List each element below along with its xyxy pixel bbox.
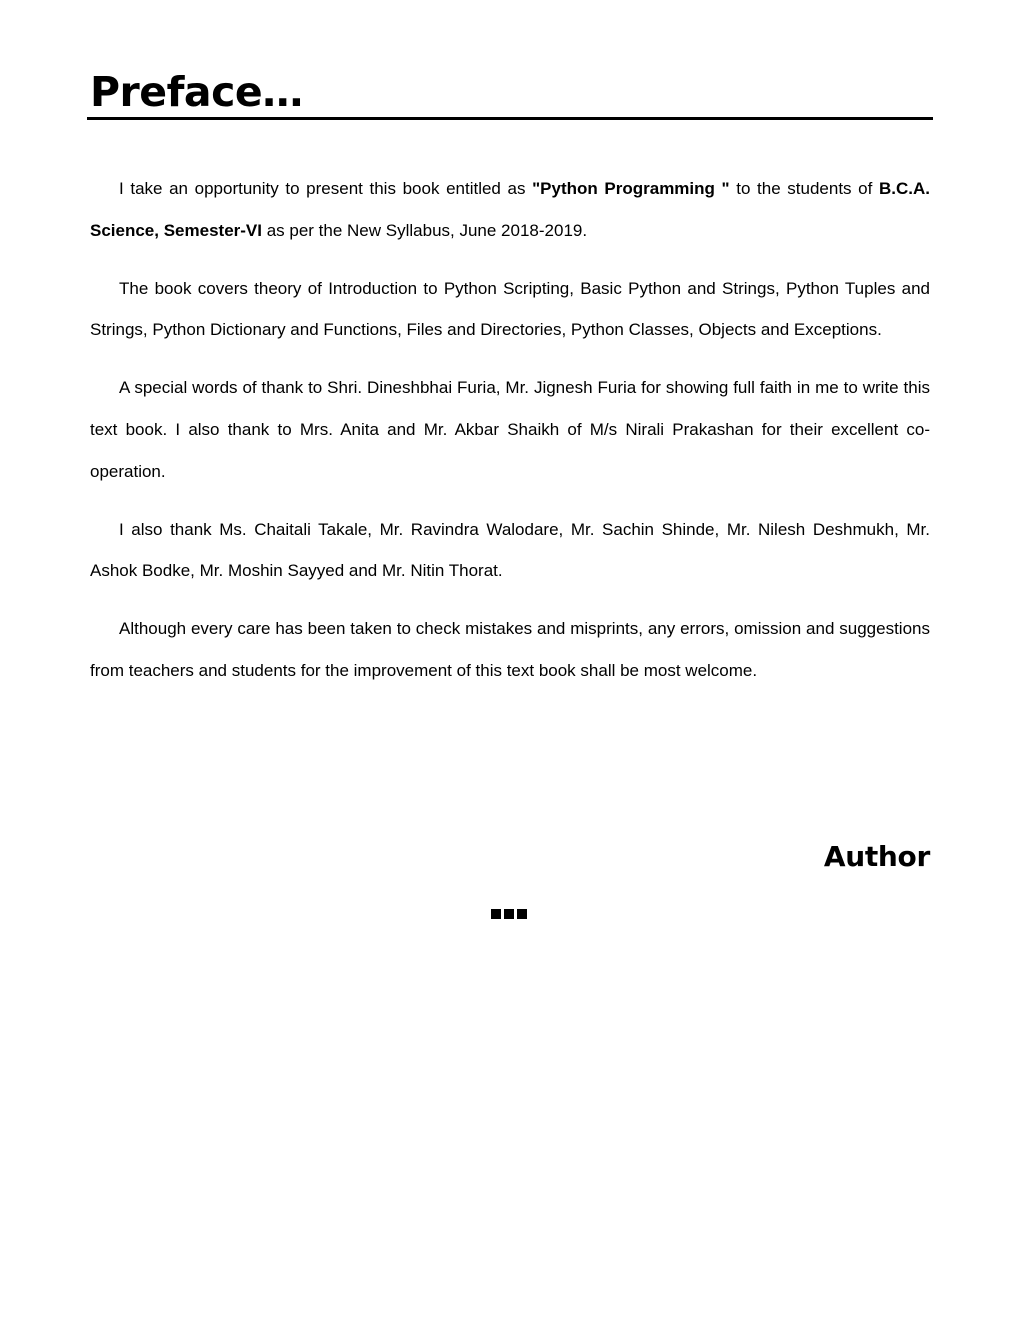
book-title: "Python Programming " — [532, 179, 730, 198]
paragraph-coverage: The book covers theory of Introduction to Python Scripting, Basic Python and Strings, Python Tuples and Strings, Python Dictionary and Functions, Files and Directories, Python Classes, Objects and Exceptions. — [90, 278, 930, 340]
course-name: B.C.A. Science, Semester-VI — [90, 179, 930, 240]
author-signature: Author — [823, 840, 930, 873]
square-icon — [517, 909, 527, 919]
paragraph-intro — [90, 168, 930, 251]
paragraph-errata: Although every care has been taken to check mistakes and misprints, any errors, omission and suggestions from teachers and students for the improvement of this text book shall be most welcome. — [90, 619, 930, 680]
square-icon — [504, 909, 514, 919]
end-mark-icon — [491, 909, 529, 919]
paragraph-thanks-colleagues: I also thank Ms. Chaitali Takale, Mr. Ravindra Walodare, Mr. Sachin Shinde, Mr. Nilesh Deshmukh, Mr. Ashok Bodke, Mr. Moshin Sayyed and Mr. Nitin Thorat. — [90, 519, 930, 581]
title-underline — [87, 117, 933, 120]
preface-body — [90, 168, 930, 708]
page-title: Preface… — [90, 68, 303, 116]
intro-end-text: as per the New Syllabus, June 2018-2019. — [261, 220, 588, 240]
paragraph-thanks-publisher: A special words of thank to Shri. Dineshbhai Furia, Mr. Jignesh Furia for showing full faith in me to write this text book. I also thank to Mrs. Anita and Mr. Akbar Shaikh of M/s Nirali Prakashan for their excellent co-operation. — [90, 378, 930, 481]
intro-mid-text: to the students of — [729, 179, 879, 198]
square-icon — [491, 909, 501, 919]
intro-text: I take an opportunity to present this book entitled as — [119, 179, 533, 198]
